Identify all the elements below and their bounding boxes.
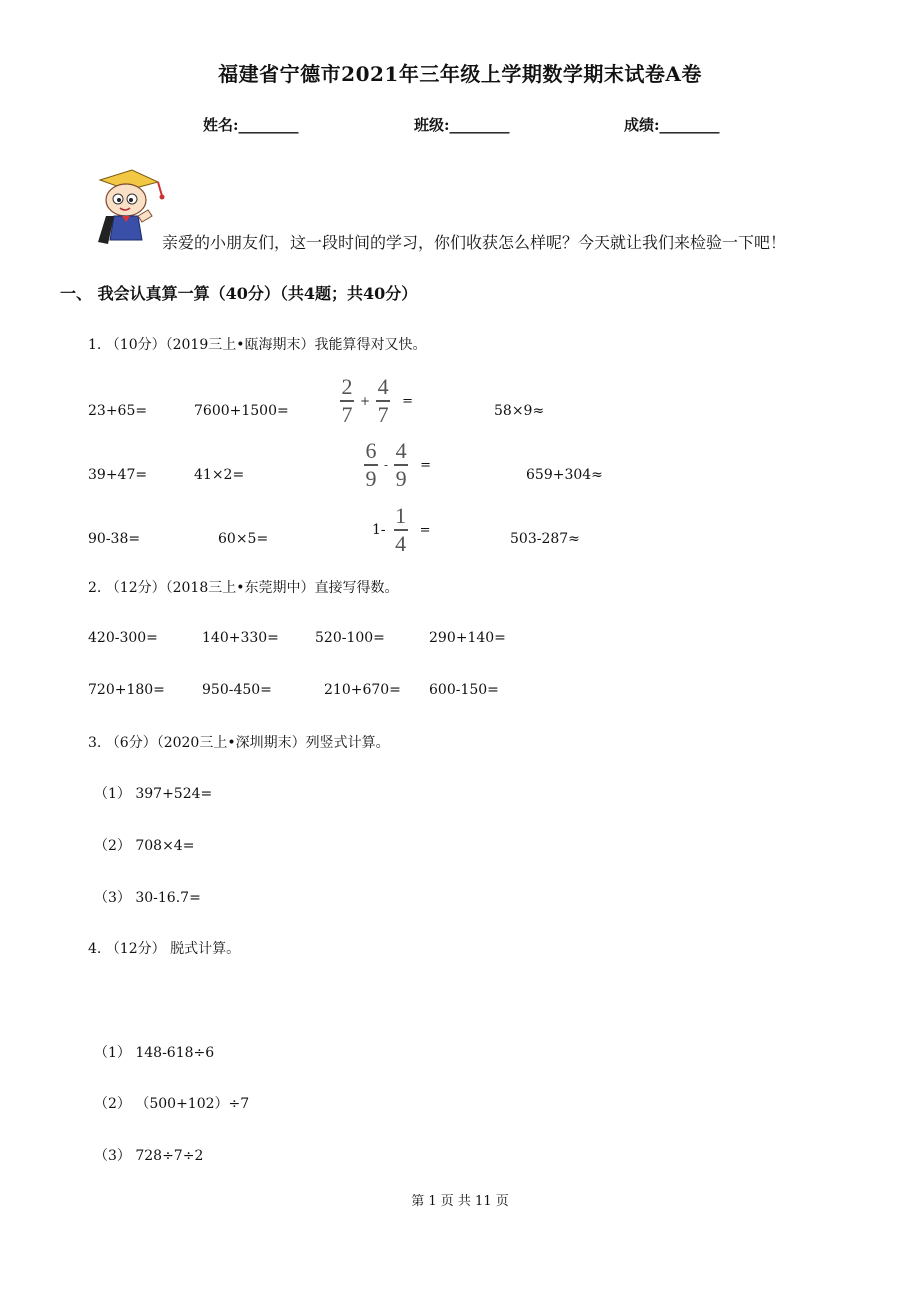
q1-r1-a: 23+65=	[88, 403, 148, 419]
q2-r1-item: 420-300=	[88, 630, 158, 646]
greeting-text: 亲爱的小朋友们，这一段时间的学习，你们收获怎么样呢？今天就让我们来检验一下吧！	[162, 233, 787, 252]
q1-r2-d: 659+304≈	[526, 467, 603, 483]
q2-r2-item: 210+670=	[324, 682, 401, 698]
q4-item: （2） （500+102）÷7	[94, 1096, 250, 1112]
fraction: $\frac{1}{4}$	[395, 503, 407, 556]
mascot-illustration	[92, 166, 166, 246]
q1-r3-fraction-expr: 1- $\frac{1}{4}$ =	[372, 503, 431, 556]
fraction: $\frac{4}{9}$	[395, 438, 407, 491]
page-footer: 第 1 页 共 11 页	[411, 1194, 509, 1209]
q1-r1-fraction-expr: $\frac{2}{7}$ + $\frac{4}{7}$ =	[341, 374, 413, 427]
q2-r1-item: 520-100=	[315, 630, 385, 646]
q2-r2-item: 600-150=	[429, 682, 499, 698]
name-field: 姓名:________	[203, 116, 299, 134]
q1-header: 1. （10分）（2019三上•瓯海期末）我能算得对又快。	[88, 337, 427, 353]
fraction: $\frac{4}{7}$	[377, 374, 389, 427]
q1-r2-a: 39+47=	[88, 467, 148, 483]
q3-item: （2） 708×4=	[94, 838, 195, 854]
q1-r2-fraction-expr: $\frac{6}{9}$ - $\frac{4}{9}$ =	[365, 438, 431, 491]
q1-r3-d: 503-287≈	[510, 531, 580, 547]
q4-header: 4. （12分） 脱式计算。	[88, 941, 241, 957]
q1-r3-b: 60×5=	[218, 531, 269, 547]
q1-r2-b: 41×2=	[194, 467, 245, 483]
q3-item: （1） 397+524=	[94, 786, 213, 802]
q1-r1-b: 7600+1500=	[194, 403, 289, 419]
q3-header: 3. （6分）（2020三上•深圳期末）列竖式计算。	[88, 735, 390, 751]
fraction: $\frac{2}{7}$	[341, 374, 353, 427]
q2-r2-item: 950-450=	[202, 682, 272, 698]
q2-header: 2. （12分）（2018三上•东莞期中）直接写得数。	[88, 580, 399, 596]
q1-r1-d: 58×9≈	[494, 403, 545, 419]
page-title: 福建省宁德市2021年三年级上学期数学期末试卷A卷	[218, 62, 702, 86]
q4-item: （3） 728÷7÷2	[94, 1148, 204, 1164]
class-field: 班级:________	[414, 116, 510, 134]
section-1-heading: 一、 我会认真算一算（40分）（共4题；共40分）	[60, 284, 418, 303]
q3-item: （3） 30-16.7=	[94, 890, 201, 906]
q2-r1-item: 290+140=	[429, 630, 506, 646]
q1-r3-a: 90-38=	[88, 531, 141, 547]
q2-r1-item: 140+330=	[202, 630, 279, 646]
q4-item: （1） 148-618÷6	[94, 1045, 215, 1061]
fraction: $\frac{6}{9}$	[365, 438, 377, 491]
score-field: 成绩:________	[624, 116, 720, 134]
q2-r2-item: 720+180=	[88, 682, 165, 698]
